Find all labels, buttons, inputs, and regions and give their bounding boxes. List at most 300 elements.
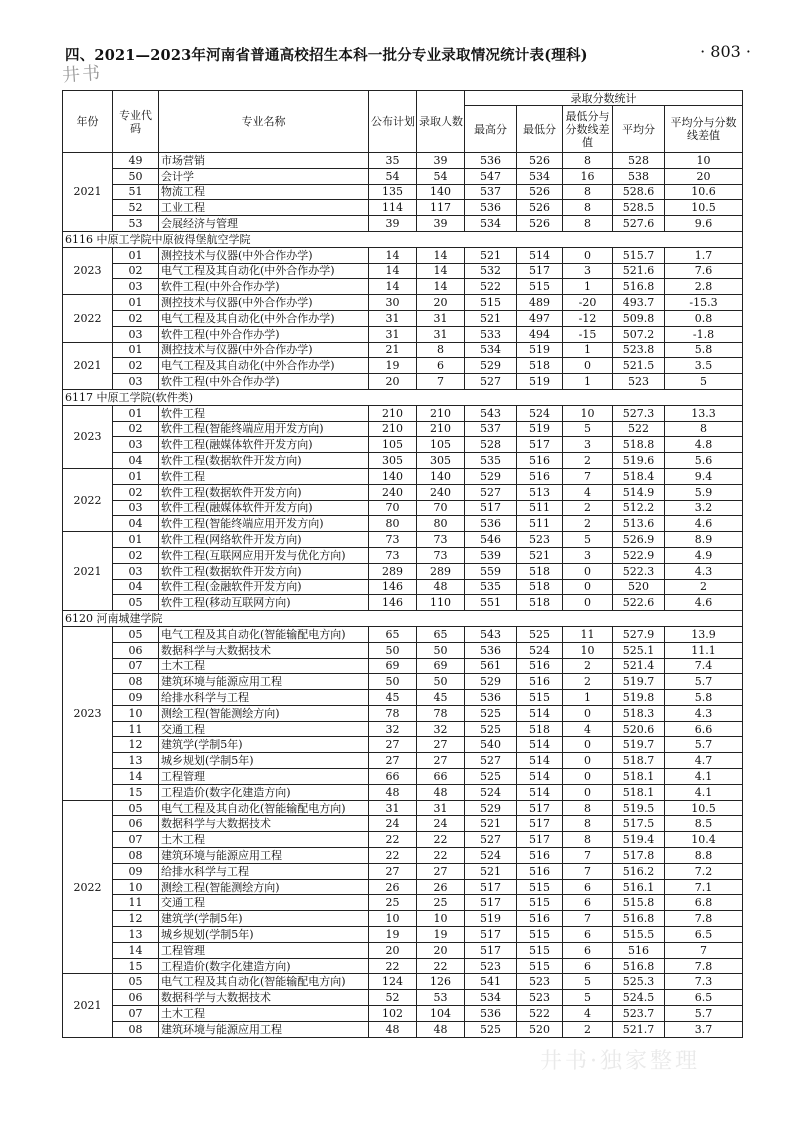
admitted-cell: 78: [417, 705, 465, 721]
avg-diff-cell: 4.3: [665, 563, 743, 579]
min-cell: 534: [517, 168, 563, 184]
table-row: [63, 658, 743, 674]
min-diff-cell: 4: [563, 484, 613, 500]
avg-cell: 514.9: [613, 484, 665, 500]
min-diff-cell: -12: [563, 310, 613, 326]
table-row: [63, 958, 743, 974]
year-cell: 2022: [63, 800, 113, 974]
table-row: [63, 705, 743, 721]
name-cell: 给排水科学与工程: [159, 690, 369, 706]
admitted-cell: 10: [417, 911, 465, 927]
planned-cell: 80: [369, 516, 417, 532]
avg-diff-cell: 11.1: [665, 642, 743, 658]
name-cell: 软件工程(移动互联网方向): [159, 595, 369, 611]
min-cell: 511: [517, 500, 563, 516]
table-row: [63, 974, 743, 990]
min-diff-cell: 10: [563, 405, 613, 421]
avg-cell: 523.8: [613, 342, 665, 358]
max-cell: 527: [465, 484, 517, 500]
max-cell: 529: [465, 358, 517, 374]
avg-diff-cell: 5.6: [665, 453, 743, 469]
col-avg-diff: 平均分与分数线差值: [665, 106, 743, 153]
code-cell: 10: [113, 879, 159, 895]
min-cell: 516: [517, 658, 563, 674]
admitted-cell: 50: [417, 674, 465, 690]
planned-cell: 73: [369, 547, 417, 563]
code-cell: 51: [113, 184, 159, 200]
avg-cell: 521.5: [613, 358, 665, 374]
avg-cell: 519.6: [613, 453, 665, 469]
min-cell: 523: [517, 990, 563, 1006]
name-cell: 交通工程: [159, 721, 369, 737]
table-row: [63, 563, 743, 579]
name-cell: 电气工程及其自动化(智能输配电方向): [159, 800, 369, 816]
avg-diff-cell: 3.5: [665, 358, 743, 374]
max-cell: 561: [465, 658, 517, 674]
min-cell: 517: [517, 816, 563, 832]
table-row: [63, 942, 743, 958]
min-cell: 516: [517, 863, 563, 879]
avg-cell: 525.3: [613, 974, 665, 990]
max-cell: 534: [465, 216, 517, 232]
avg-diff-cell: 7: [665, 942, 743, 958]
min-cell: 526: [517, 200, 563, 216]
min-cell: 524: [517, 642, 563, 658]
min-diff-cell: -15: [563, 326, 613, 342]
code-cell: 03: [113, 279, 159, 295]
max-cell: 528: [465, 437, 517, 453]
table-row: [63, 326, 743, 342]
name-cell: 测控技术与仪器(中外合作办学): [159, 295, 369, 311]
name-cell: 会计学: [159, 168, 369, 184]
min-cell: 514: [517, 784, 563, 800]
planned-cell: 22: [369, 958, 417, 974]
code-cell: 11: [113, 721, 159, 737]
avg-cell: 518.1: [613, 769, 665, 785]
avg-cell: 521.7: [613, 1021, 665, 1037]
min-cell: 514: [517, 247, 563, 263]
admitted-cell: 117: [417, 200, 465, 216]
table-row: [63, 690, 743, 706]
min-cell: 520: [517, 1021, 563, 1037]
table-header: [63, 91, 743, 153]
min-cell: 523: [517, 974, 563, 990]
avg-diff-cell: 5.9: [665, 484, 743, 500]
max-cell: 529: [465, 468, 517, 484]
min-diff-cell: 1: [563, 279, 613, 295]
avg-cell: 522.6: [613, 595, 665, 611]
min-diff-cell: 5: [563, 532, 613, 548]
admitted-cell: 53: [417, 990, 465, 1006]
max-cell: 537: [465, 421, 517, 437]
avg-diff-cell: 6.5: [665, 927, 743, 943]
planned-cell: 19: [369, 358, 417, 374]
avg-diff-cell: 7.3: [665, 974, 743, 990]
table-row: [63, 247, 743, 263]
planned-cell: 48: [369, 784, 417, 800]
code-cell: 01: [113, 468, 159, 484]
min-diff-cell: 2: [563, 658, 613, 674]
name-cell: 电气工程及其自动化(智能输配电方向): [159, 626, 369, 642]
avg-cell: 518.7: [613, 753, 665, 769]
planned-cell: 14: [369, 247, 417, 263]
name-cell: 交通工程: [159, 895, 369, 911]
max-cell: 534: [465, 990, 517, 1006]
code-cell: 02: [113, 310, 159, 326]
code-cell: 52: [113, 200, 159, 216]
admitted-cell: 140: [417, 468, 465, 484]
avg-diff-cell: 4.7: [665, 753, 743, 769]
min-cell: 518: [517, 595, 563, 611]
code-cell: 06: [113, 816, 159, 832]
min-diff-cell: 8: [563, 200, 613, 216]
min-cell: 514: [517, 753, 563, 769]
name-cell: 工程造价(数字化建造方向): [159, 958, 369, 974]
avg-diff-cell: 10.4: [665, 832, 743, 848]
avg-cell: 516.2: [613, 863, 665, 879]
name-cell: 数据科学与大数据技术: [159, 990, 369, 1006]
code-cell: 06: [113, 642, 159, 658]
min-diff-cell: 10: [563, 642, 613, 658]
avg-diff-cell: 8.5: [665, 816, 743, 832]
min-cell: 521: [517, 547, 563, 563]
admitted-cell: 140: [417, 184, 465, 200]
admitted-cell: 6: [417, 358, 465, 374]
table-row: [63, 721, 743, 737]
avg-diff-cell: 6.5: [665, 990, 743, 1006]
min-diff-cell: 6: [563, 942, 613, 958]
year-cell: 2021: [63, 153, 113, 232]
table-row: [63, 832, 743, 848]
min-cell: 518: [517, 721, 563, 737]
name-cell: 会展经济与管理: [159, 216, 369, 232]
table-row: [63, 184, 743, 200]
avg-cell: 515.7: [613, 247, 665, 263]
code-cell: 05: [113, 595, 159, 611]
min-diff-cell: 0: [563, 563, 613, 579]
min-diff-cell: 16: [563, 168, 613, 184]
year-cell: 2022: [63, 295, 113, 342]
code-cell: 53: [113, 216, 159, 232]
code-cell: 03: [113, 374, 159, 390]
planned-cell: 140: [369, 468, 417, 484]
max-cell: 559: [465, 563, 517, 579]
min-diff-cell: 2: [563, 674, 613, 690]
min-diff-cell: 0: [563, 769, 613, 785]
max-cell: 540: [465, 737, 517, 753]
min-cell: 519: [517, 421, 563, 437]
min-diff-cell: 5: [563, 974, 613, 990]
name-cell: 测控技术与仪器(中外合作办学): [159, 342, 369, 358]
code-cell: 02: [113, 484, 159, 500]
max-cell: 521: [465, 247, 517, 263]
min-cell: 494: [517, 326, 563, 342]
avg-diff-cell: 7.4: [665, 658, 743, 674]
avg-diff-cell: 10.5: [665, 200, 743, 216]
admitted-cell: 48: [417, 1021, 465, 1037]
min-cell: 526: [517, 153, 563, 169]
min-diff-cell: 0: [563, 358, 613, 374]
table-row: [63, 374, 743, 390]
min-cell: 516: [517, 674, 563, 690]
col-major-code: 专业代码: [113, 91, 159, 153]
table-body: [63, 153, 743, 1038]
table-row: [63, 769, 743, 785]
admitted-cell: 73: [417, 532, 465, 548]
planned-cell: 35: [369, 153, 417, 169]
max-cell: 524: [465, 848, 517, 864]
avg-cell: 519.4: [613, 832, 665, 848]
avg-diff-cell: 7.8: [665, 958, 743, 974]
min-cell: 518: [517, 563, 563, 579]
planned-cell: 54: [369, 168, 417, 184]
min-cell: 525: [517, 626, 563, 642]
planned-cell: 20: [369, 374, 417, 390]
name-cell: 软件工程(中外合作办学): [159, 279, 369, 295]
min-diff-cell: 1: [563, 374, 613, 390]
admitted-cell: 305: [417, 453, 465, 469]
min-diff-cell: 11: [563, 626, 613, 642]
planned-cell: 305: [369, 453, 417, 469]
name-cell: 物流工程: [159, 184, 369, 200]
max-cell: 536: [465, 1006, 517, 1022]
code-cell: 10: [113, 705, 159, 721]
admitted-cell: 31: [417, 310, 465, 326]
name-cell: 建筑环境与能源应用工程: [159, 674, 369, 690]
table-row: [63, 310, 743, 326]
min-diff-cell: 2: [563, 500, 613, 516]
max-cell: 551: [465, 595, 517, 611]
name-cell: 电气工程及其自动化(中外合作办学): [159, 358, 369, 374]
table-row: [63, 800, 743, 816]
max-cell: 525: [465, 705, 517, 721]
min-diff-cell: 8: [563, 216, 613, 232]
code-cell: 15: [113, 958, 159, 974]
admitted-cell: 24: [417, 816, 465, 832]
avg-diff-cell: 5.8: [665, 690, 743, 706]
max-cell: 534: [465, 342, 517, 358]
planned-cell: 31: [369, 310, 417, 326]
admitted-cell: 65: [417, 626, 465, 642]
admitted-cell: 27: [417, 753, 465, 769]
admitted-cell: 126: [417, 974, 465, 990]
code-cell: 14: [113, 942, 159, 958]
code-cell: 09: [113, 690, 159, 706]
max-cell: 529: [465, 800, 517, 816]
table-row: [63, 1021, 743, 1037]
planned-cell: 146: [369, 595, 417, 611]
admitted-cell: 14: [417, 279, 465, 295]
name-cell: 软件工程(融媒体软件开发方向): [159, 437, 369, 453]
planned-cell: 14: [369, 279, 417, 295]
max-cell: 517: [465, 500, 517, 516]
admitted-cell: 20: [417, 295, 465, 311]
admitted-cell: 105: [417, 437, 465, 453]
min-diff-cell: 8: [563, 184, 613, 200]
code-cell: 01: [113, 405, 159, 421]
year-cell: 2021: [63, 342, 113, 389]
admitted-cell: 31: [417, 326, 465, 342]
table-row: [63, 579, 743, 595]
logo-watermark: 井书: [61, 62, 103, 87]
min-diff-cell: 6: [563, 958, 613, 974]
col-min: 最低分: [517, 106, 563, 153]
avg-cell: 527.6: [613, 216, 665, 232]
admitted-cell: 22: [417, 832, 465, 848]
planned-cell: 65: [369, 626, 417, 642]
avg-cell: 521.6: [613, 263, 665, 279]
section-header-row: [63, 611, 743, 627]
name-cell: 建筑环境与能源应用工程: [159, 1021, 369, 1037]
name-cell: 软件工程(网络软件开发方向): [159, 532, 369, 548]
planned-cell: 25: [369, 895, 417, 911]
avg-cell: 517.5: [613, 816, 665, 832]
max-cell: 527: [465, 832, 517, 848]
min-diff-cell: 4: [563, 1006, 613, 1022]
code-cell: 09: [113, 863, 159, 879]
min-diff-cell: 2: [563, 516, 613, 532]
admitted-cell: 26: [417, 879, 465, 895]
name-cell: 软件工程(数据软件开发方向): [159, 563, 369, 579]
col-major-name: 专业名称: [159, 91, 369, 153]
name-cell: 测控技术与仪器(中外合作办学): [159, 247, 369, 263]
avg-cell: 538: [613, 168, 665, 184]
max-cell: 532: [465, 263, 517, 279]
min-cell: 513: [517, 484, 563, 500]
avg-cell: 515.8: [613, 895, 665, 911]
planned-cell: 27: [369, 753, 417, 769]
min-cell: 518: [517, 579, 563, 595]
avg-cell: 513.6: [613, 516, 665, 532]
avg-cell: 523: [613, 374, 665, 390]
code-cell: 03: [113, 500, 159, 516]
min-cell: 489: [517, 295, 563, 311]
avg-cell: 527.9: [613, 626, 665, 642]
planned-cell: 45: [369, 690, 417, 706]
name-cell: 软件工程: [159, 405, 369, 421]
min-cell: 517: [517, 800, 563, 816]
max-cell: 519: [465, 911, 517, 927]
avg-cell: 516: [613, 942, 665, 958]
min-diff-cell: 8: [563, 816, 613, 832]
code-cell: 07: [113, 832, 159, 848]
admitted-cell: 289: [417, 563, 465, 579]
min-cell: 516: [517, 911, 563, 927]
admitted-cell: 110: [417, 595, 465, 611]
code-cell: 11: [113, 895, 159, 911]
min-diff-cell: 0: [563, 247, 613, 263]
table-row: [63, 437, 743, 453]
admitted-cell: 22: [417, 958, 465, 974]
code-cell: 08: [113, 674, 159, 690]
section-title: 6117 中原工学院(软件类): [63, 389, 743, 405]
admitted-cell: 32: [417, 721, 465, 737]
max-cell: 536: [465, 516, 517, 532]
code-cell: 02: [113, 547, 159, 563]
name-cell: 建筑环境与能源应用工程: [159, 848, 369, 864]
table-row: [63, 879, 743, 895]
admitted-cell: 27: [417, 863, 465, 879]
avg-cell: 524.5: [613, 990, 665, 1006]
avg-diff-cell: 9.4: [665, 468, 743, 484]
avg-cell: 516.8: [613, 911, 665, 927]
avg-cell: 516.8: [613, 958, 665, 974]
name-cell: 测绘工程(智能测绘方向): [159, 879, 369, 895]
admitted-cell: 8: [417, 342, 465, 358]
name-cell: 软件工程(智能终端应用开发方向): [159, 421, 369, 437]
avg-diff-cell: 4.9: [665, 547, 743, 563]
col-avg: 平均分: [613, 106, 665, 153]
planned-cell: 31: [369, 326, 417, 342]
max-cell: 537: [465, 184, 517, 200]
code-cell: 07: [113, 1006, 159, 1022]
col-admitted: 录取人数: [417, 91, 465, 153]
max-cell: 536: [465, 153, 517, 169]
max-cell: 541: [465, 974, 517, 990]
min-diff-cell: 2: [563, 453, 613, 469]
min-diff-cell: 1: [563, 342, 613, 358]
min-cell: 518: [517, 358, 563, 374]
planned-cell: 22: [369, 848, 417, 864]
name-cell: 工业工程: [159, 200, 369, 216]
avg-cell: 519.7: [613, 737, 665, 753]
avg-diff-cell: 2.8: [665, 279, 743, 295]
min-cell: 523: [517, 532, 563, 548]
min-diff-cell: 3: [563, 263, 613, 279]
admission-table: [62, 90, 743, 1038]
max-cell: 525: [465, 769, 517, 785]
min-diff-cell: -20: [563, 295, 613, 311]
avg-diff-cell: 4.8: [665, 437, 743, 453]
table-row: [63, 911, 743, 927]
code-cell: 04: [113, 453, 159, 469]
min-cell: 522: [517, 1006, 563, 1022]
min-cell: 515: [517, 958, 563, 974]
avg-diff-cell: 7.2: [665, 863, 743, 879]
name-cell: 软件工程: [159, 468, 369, 484]
table-row: [63, 642, 743, 658]
planned-cell: 30: [369, 295, 417, 311]
avg-diff-cell: 20: [665, 168, 743, 184]
name-cell: 电气工程及其自动化(智能输配电方向): [159, 974, 369, 990]
avg-cell: 525.1: [613, 642, 665, 658]
admitted-cell: 27: [417, 737, 465, 753]
avg-diff-cell: -15.3: [665, 295, 743, 311]
min-diff-cell: 0: [563, 737, 613, 753]
planned-cell: 240: [369, 484, 417, 500]
avg-diff-cell: 5: [665, 374, 743, 390]
name-cell: 软件工程(中外合作办学): [159, 374, 369, 390]
name-cell: 建筑学(学制5年): [159, 911, 369, 927]
code-cell: 03: [113, 437, 159, 453]
avg-cell: 518.8: [613, 437, 665, 453]
max-cell: 515: [465, 295, 517, 311]
table-row: [63, 626, 743, 642]
col-score-group: 录取分数统计: [465, 91, 743, 106]
table-row: [63, 405, 743, 421]
page-number: · 803 ·: [700, 42, 751, 61]
min-cell: 526: [517, 216, 563, 232]
table-row: [63, 468, 743, 484]
footer-watermark: 井书·独家整理: [540, 1049, 700, 1074]
min-cell: 516: [517, 468, 563, 484]
code-cell: 15: [113, 784, 159, 800]
avg-diff-cell: 10.6: [665, 184, 743, 200]
planned-cell: 69: [369, 658, 417, 674]
avg-diff-cell: 13.9: [665, 626, 743, 642]
avg-cell: 519.5: [613, 800, 665, 816]
admitted-cell: 14: [417, 263, 465, 279]
